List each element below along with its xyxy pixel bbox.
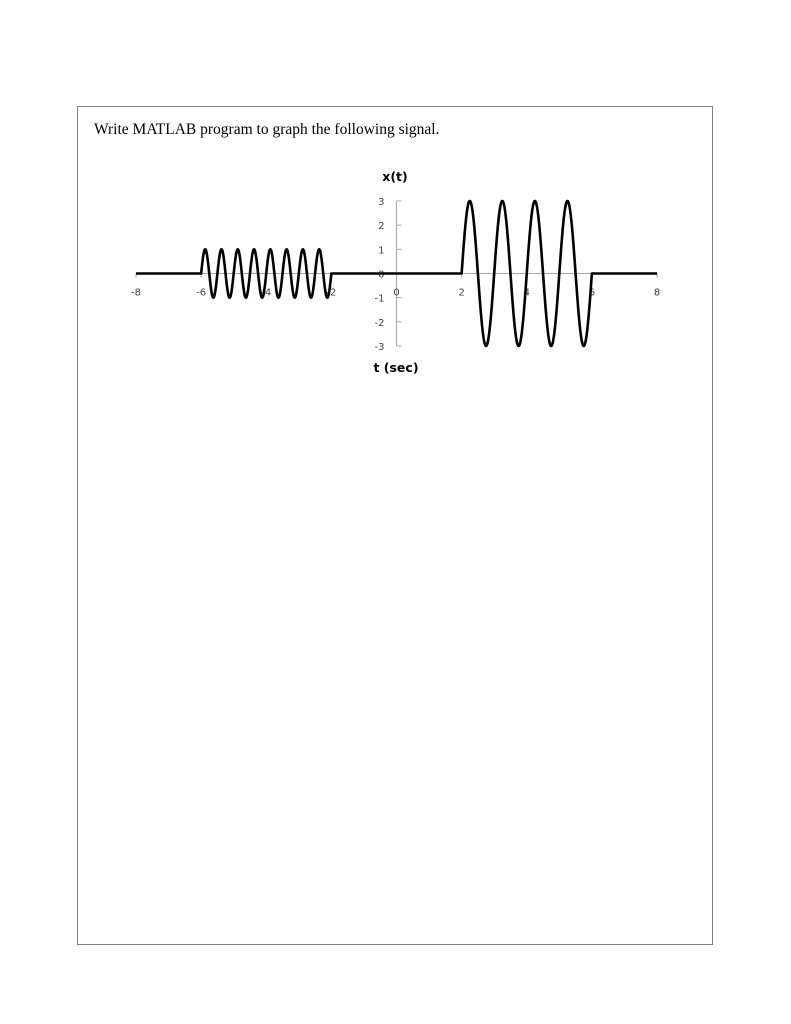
x-tick-label: -2 xyxy=(326,287,337,299)
y-tick-label: 3 xyxy=(378,197,385,208)
y-tick-label: 0 xyxy=(378,269,385,281)
x-tick-label: -4 xyxy=(261,287,272,299)
y-tick-label: -2 xyxy=(374,317,385,329)
y-tick-label: -3 xyxy=(374,342,385,353)
y-tick-label: -1 xyxy=(374,293,385,305)
x-tick-label: -6 xyxy=(196,287,207,299)
y-tick-label: 2 xyxy=(378,221,385,233)
instruction-text: Write MATLAB program to graph the following signal. xyxy=(94,121,440,138)
x-tick-label: 8 xyxy=(653,287,661,299)
x-tick-label: 2 xyxy=(458,287,465,299)
x-tick-label: -8 xyxy=(131,287,141,299)
chart-title: x(t) xyxy=(382,169,408,184)
y-tick-label: 1 xyxy=(378,245,385,257)
x-tick-label: 6 xyxy=(588,287,596,299)
x-tick-label: 0 xyxy=(393,287,400,299)
x-tick-label: 4 xyxy=(523,287,530,299)
x-axis-label: t (sec) xyxy=(373,360,419,375)
